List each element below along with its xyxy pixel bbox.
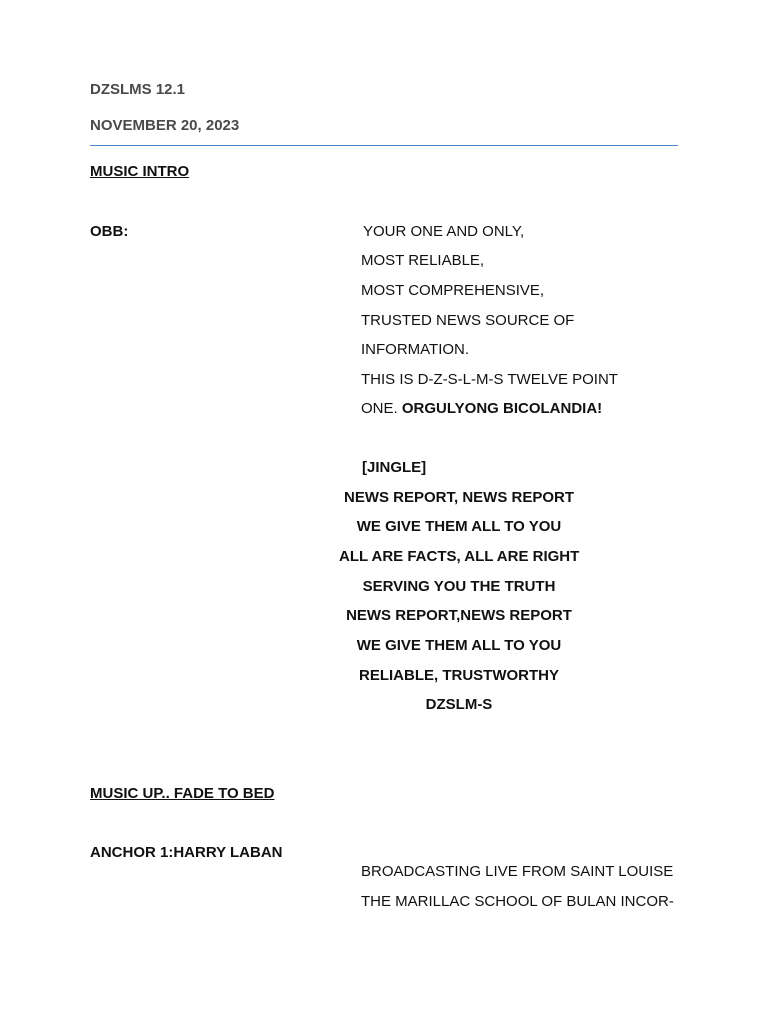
header-divider (90, 145, 678, 146)
jingle-label: [JINGLE] (362, 459, 427, 476)
jingle-line: NEWS REPORT, NEWS REPORT (343, 489, 575, 506)
anchor-line: BROADCASTING LIVE FROM SAINT LOUISE (361, 863, 674, 880)
obb-line: YOUR ONE AND ONLY, (363, 223, 525, 240)
jingle-line: DZSLM-S (425, 696, 493, 713)
broadcast-date: NOVEMBER 20, 2023 (90, 117, 240, 134)
obb-line: TRUSTED NEWS SOURCE OF (361, 312, 575, 329)
jingle-line: SERVING YOU THE TRUTH (362, 578, 556, 595)
jingle-line: RELIABLE, TRUSTWORTHY (359, 667, 559, 684)
jingle-line: WE GIVE THEM ALL TO YOU (356, 637, 562, 654)
obb-line-final-plain: ONE. (361, 400, 398, 417)
anchor-line: THE MARILLAC SCHOOL OF BULAN INCOR- (361, 893, 674, 910)
speaker-obb: OBB: (90, 223, 129, 240)
obb-line: INFORMATION. (361, 341, 470, 358)
obb-line: MOST COMPREHENSIVE, (361, 282, 545, 299)
station-name: DZSLMS 12.1 (90, 81, 186, 98)
obb-line: THIS IS D-Z-S-L-M-S TWELVE POINT (361, 371, 618, 388)
jingle-line: WE GIVE THEM ALL TO YOU (356, 518, 562, 535)
jingle-line: ALL ARE FACTS, ALL ARE RIGHT (339, 548, 580, 565)
obb-tagline: ORGULYONG BICOLANDIA! (401, 400, 603, 417)
speaker-anchor-1: ANCHOR 1:HARRY LABAN (90, 844, 283, 861)
cue-music-intro: MUSIC INTRO (90, 163, 190, 180)
jingle-line: NEWS REPORT,NEWS REPORT (346, 607, 572, 624)
obb-line: MOST RELIABLE, (361, 252, 485, 269)
obb-line-final (361, 400, 602, 417)
cue-music-up: MUSIC UP.. FADE TO BED (90, 785, 275, 802)
